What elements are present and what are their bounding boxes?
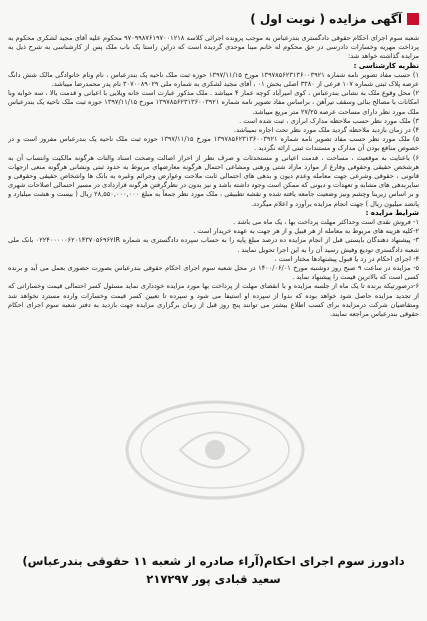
condition-5: ۵- مزایده در ساعت ۹ صبح روز دوشنبه مورخ ۱۴۰۰/۰۶/۰۱ در محل شعبه سوم اجرای احکام حقوقی بندرعباس بصورت حضوری بعمل می آید و برنده کسی است که بالاترین قیمت را پیشنهاد نماید .: [8, 264, 419, 282]
intro-paragraph: شعبه سوم اجرای احکام حقوقی دادگستری بندرعباس به موجب پرونده اجرائی کلاسه ۹۷۰۹۹۸۷۶۱۹۷۰۰۱۲۱۸ محکوم علیه آقای مجید لشکری محکوم به پرداخت مهریه وخسارات دادرسی در حق محکوم له خانم مینا موحدی گردیده است که دراین راستا یک باب ملک پس از کارشناسی به شرح ذیل به مزایده گذاشته خواهد شد:: [8, 34, 419, 61]
signatory-name: سعید قبادی پور ۲۱۷۲۹۷: [146, 572, 281, 586]
signatory-title: دادورز سوم اجرای احکام(آراء صادره از شعبه ۱۱ حقوقی بندرعباس): [22, 554, 405, 568]
condition-1: ۱- فروش نقدی است وحداکثر مهلت پرداخت بها ، یک ماه می باشد .: [233, 218, 419, 227]
condition-2: ۲-کلیه هزینه های مربوط به معامله از هر قبیل و از هر جهت به عهده خریدار است .: [193, 227, 419, 236]
paragraph-4: ۴) در زمان بازدید ملاحظه گردید ملک مورد نظر تحت اجاره نمیباشد.: [233, 126, 419, 135]
notice-header: [250, 8, 419, 30]
paragraph-1: ۱) حسب مفاد تصویر نامه شماره ۱۳۹۷۸۵۶۲۳۱۳۶۰۰۳۹۲۱ مورخ ۱۳۹۷/۱۱/۱۵ حوزه ثبت ملک ناحیه یک بندرعباس ، نام ونام خانوادگی مالک شش دانگ عرصه پلاک ثبتی شماره ۱۰۷ فرعی از ۳۳۸۰ اصلی بخش ۰۱ ، آقای مجید لشکری به شماره ملی ۳۰۷۰۰۸۹۰۲۹ نام پدر محمدرضا میباشد.: [8, 70, 419, 89]
condition-4: ۴- اجرای احکام در رد یا قبول پیشنهادها مختار است .: [274, 254, 419, 263]
notice-body: [8, 34, 419, 544]
notice-footer: [8, 552, 419, 588]
paragraph-5: ۵) ملک مورد نظر حسب مفاد تصویر نامه شماره ۱۳۹۷۸۵۶۲۳۱۳۶۰۰۳۹۲۱ مورخ ۱۳۹۷/۱۱/۱۵ حوزه ثبت ملک ناحیه یک بندرعباس مفروز است و در خصوص منافع بودن آن مدارک و مستندات ثبتی ارائه نگردید .: [8, 135, 419, 153]
red-square-icon: [407, 13, 419, 25]
notice-title: آگهی مزایده ( نوبت اول ): [250, 12, 402, 26]
expert-opinion-heading: نظریه کارشناسی :: [353, 61, 419, 70]
condition-6: ۶-درصورتیکه برنده تا یک ماه از جلسه مزایده و با انقضای مهلت از پرداخت بها مورد مزایده خودداری نماید مسئول کسر احتمالی قیمت وخساراتی که از تجدید مزایده حاصل شود خواهد بوده که بدوا از سپرده او استیفا می شود و سپرده تا تعیین کسر قیمت وخسارات وارده مسترد نخواهد شد ومتقاضیان شرکت درمزایده برای کسب اطلاع بیشتر می توانند پنج روز قبل از زمان برگزاری مزایده جهت بازدید به دفتر شعبه سوم اجرای احکام حقوقی بندرعباس مراجعه نمایند.: [8, 282, 419, 319]
paragraph-2: ۲) محل وقوع ملک به نشانی بندرعباس ، کوی امیرآباد کوچه عمار ۴ میباشد . ملک مذکور عبارت است خانه ویلایی با اعیانی و قدمت بالا ، سه خوابه وبا امکانات با مصالح بنائی وسقف تیرآهن ، براساس مفاد تصویر نامه شماره ۱۳۹۷۸۵۶۲۳۱۳۶۰۰۳۹۲۱ مورخ ۱۳۹۷/۱۱/۱۵ حوزه ثبت ملک ناحیه یک بندرعباس ملک مورد نظر دارای مساحت عرصه ۲۷/۲۵ متر مربع میباشد.: [8, 89, 419, 116]
paragraph-6: ۶) باعنایت به موقعیت ، مساحت ، قدمت اعیانی و مستحدثات و صرف نظر از احراز اصالت وصحت اسناد والتات هرگونه مالکیت وانتساب آن به هرشخص حقیقی وحقوقی وفارغ از موارد مازاد شتی ورهنی ومشاعی احتمال هرگونه معارضهای مربوط به حدود ثبتی ونشانی هرگونه منعی ازجهات قانونی ، حقوقی وشرعی جهت معامله وعدم دیون و بدهی های احتمالی ثابت ملاحت وعوارض وجرائم وغیره به بانک ها واشخاص حقیقی وحقوقی و سایربدهی های مشابه و تعهدات و دیونی که ممکن است وجود داشته باشد و نیز بدون در نظرگرفتن هرگونه قراردادی در مسیر احتمالی اصلاحات شهری و بر اساس زیربنا وچشم ونیز وضعیت جامعه یافته شده و نقشه تطبیقی ، ملک مورد نظر جمعاً به مبلغ ۲۸,۵۵۰,۰۰۰,۰۰۰ ریال ( بیست و هشت میلیارد و پانصد میلیون ریال ) جهت انجام مزایده برآورد و اعلام میگردد.: [8, 153, 419, 208]
condition-3: ۳- پیشنهاد دهندگان بایستی قبل از انجام مزایده ده درصد مبلغ پایه را به حساب سپرده دادگستری به شماره ۰۲۲۴۰۰۰۰۰۶۲۰۱۴۳۷۰۵۶۹۶۲IR بانک ملی شعبه دادگستری تودیع وفیش رسید آن را به این اجرا تحویل نمایند .: [8, 236, 419, 254]
paragraph-3: ۳) ملک مورد نظر حسب ملاحظه مدارک ابرازی ، ثبت شده است .: [239, 116, 419, 125]
auction-conditions-heading: شرایط مزایده :: [365, 208, 419, 217]
